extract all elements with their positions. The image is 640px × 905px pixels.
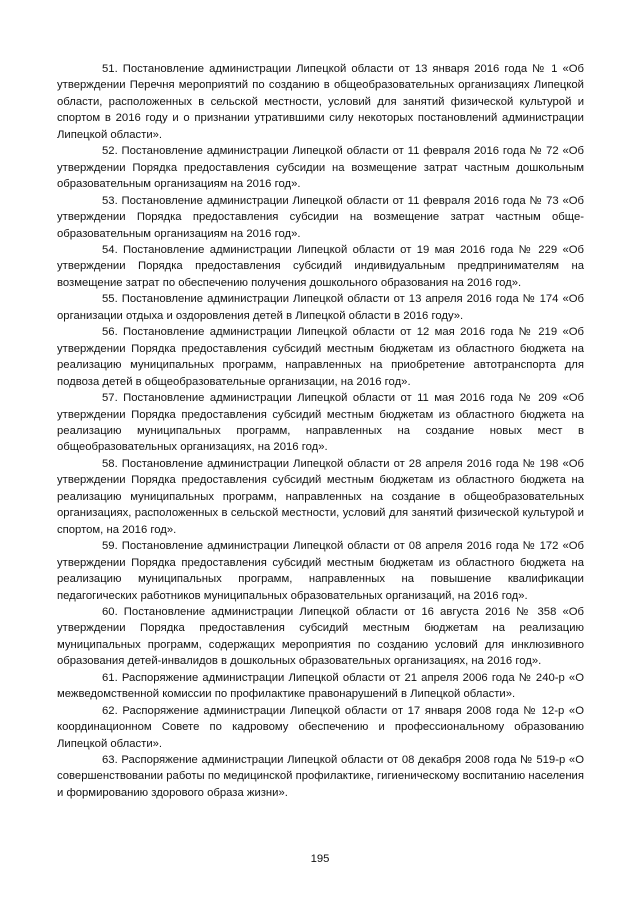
page-number: 195: [310, 853, 330, 865]
paragraph-58: 58. Постановление администрации Липецкой области от 28 апреля 2016 года № 198 «Об утверждении Порядка предоставления субсидий местным бюджетам из областного бюджета на реализацию муниципальных программ, направленных на создание в общеобразовательных организациях, расположенных в сельской местности, условий для занятий физической культурой и спортом, на 2016 год».: [57, 457, 584, 536]
paragraph-53: 53. Постановление администрации Липецкой области от 11 февраля 2016 года № 73 «Об утверждении Порядка предоставления субсидии на возмещение затрат частным общеобразовательным организациям на 2016 год».: [57, 194, 584, 240]
paragraph-55: 55. Постановление администрации Липецкой области от 13 апреля 2016 года № 174 «Об организации отдыха и оздоровления детей в Липецкой области в 2016 году».: [57, 293, 584, 322]
paragraph-61: 61. Распоряжение администрации Липецкой области от 21 апреля 2006 года № 240-р «О межведомственной комиссии по профилактике правонарушений в Липецкой области».: [57, 671, 584, 701]
document-body: [57, 61, 584, 801]
paragraph-56: 56. Постановление администрации Липецкой области от 12 мая 2016 года № 219 «Об утверждении Порядка предоставления субсидий местным бюджетам из областного бюджета на реализацию муниципальных программ, направленных на приобретение автотранспорта для подвоза детей в общеобразовательные организации, на 2016 год».: [57, 326, 584, 388]
paragraph-57: 57. Постановление администрации Липецкой области от 11 мая 2016 года № 209 «Об утверждении Порядка предоставления субсидий местным бюджетам из областного бюджета на реализацию муниципальных программ, направленных на создание новых мест в общеобразовательных организациях, на 2016 год».: [57, 392, 584, 454]
paragraph-63: 63. Распоряжение администрации Липецкой области от 08 декабря 2008 года № 519-р «О совершенствовании работы по медицинской профилактике, гигиеническому воспитанию населения и формированию здорового образа жизни».: [57, 754, 584, 799]
paragraph-60: 60. Постановление администрации Липецкой области от 16 августа 2016 № 358 «Об утверждении Порядка предоставления субсидий местным бюджетам на реализацию муниципальных программ, содержащих мероприятия по созданию условий для инклюзивного образования детей-инвалидов в дошкольных образовательных организациях, на 2016 год».: [57, 605, 584, 668]
paragraph-59: 59. Постановление администрации Липецкой области от 08 апреля 2016 года № 172 «Об утверждении Порядка предоставления субсидий местным бюджетам из областного бюджета на реализацию муниципальных программ, направленных на повышение квалификации педагогических работников муниципальных образовательных организаций, на 2016 год».: [57, 540, 584, 602]
paragraph-52: 52. Постановление администрации Липецкой области от 11 февраля 2016 года № 72 «Об утверждении Порядка предоставления субсидии на возмещение затрат частным дошкольным образовательным организациям на 2016 год».: [57, 145, 584, 191]
paragraph-54: 54. Постановление администрации Липецкой области от 19 мая 2016 года № 229 «Об утверждении Порядка предоставления субсидий индивидуальным предпринимателям на возмещение затрат по обеспечению получения дошкольного образования на 2016 год».: [57, 243, 584, 289]
paragraph-62: 62. Распоряжение администрации Липецкой области от 17 января 2008 года № 12-р «О координационном Совете по кадровому обеспечению и профессиональному образованию Липецкой области».: [57, 704, 584, 750]
paragraph-51: 51. Постановление администрации Липецкой области от 13 января 2016 года № 1 «Об утверждении Перечня мероприятий по созданию в общеобразовательных организациях Липецкой области, расположенных в сельской местности, условий для занятий физической культурой и спортом в 2016 году и о признании утратившими силу некоторых постановлений администрации Липецкой области».: [57, 63, 584, 141]
